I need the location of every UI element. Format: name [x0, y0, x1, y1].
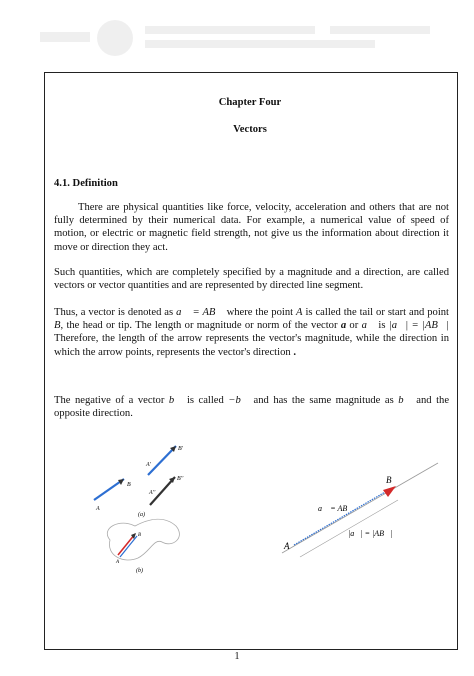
vector-b-2: b⃗ [398, 395, 412, 406]
vector-a-bold: a [340, 320, 347, 332]
p3-text-g: Therefore, the length of the arrow represents the vector's magnitude, while the direction in which the arrow points, represents the vector's direction [54, 333, 449, 358]
p4-text-d: and has the same magnitude as [253, 395, 394, 406]
label-point-b: B [386, 475, 392, 485]
paragraph-1: There are physical quantities like force, velocity, acceleration and others that are not fully determined by their numerical data. For example, a numerical value of speed of motion, or electric or magnetic field strength, not give us the information about direction it move or direction they act. [54, 202, 449, 253]
line-of-action [282, 463, 438, 553]
magnitude-label: |a⃗| = |AB⃗| [348, 529, 393, 538]
figure-vector-ab [270, 455, 450, 575]
p3-dot: . [293, 346, 296, 358]
vector-blue-small [120, 536, 137, 557]
label-a-small: A [116, 560, 120, 565]
label-b-prime: B' [178, 446, 183, 452]
p3-text-f: is [378, 320, 386, 332]
vector-a-arrow: a⃗ [361, 320, 376, 332]
p4-text-a: The negative of a vector [54, 395, 165, 406]
magnitude-equation: |a⃗| = |AB⃗| [388, 320, 449, 332]
p3-text-b: where the point [226, 307, 294, 318]
header-watermark [30, 16, 450, 60]
p3-text-a: Thus, a vector is denoted as [54, 307, 174, 318]
definition-heading: 4.1. Definition [54, 178, 118, 189]
label-b: B [127, 482, 131, 488]
p3-text-c: is called the tail or start and point [305, 307, 450, 318]
negative-vector-b: −b⃗ [228, 395, 249, 406]
p3-text-e: or [349, 320, 359, 332]
p4-text-c: is called [186, 395, 224, 406]
paragraph-3 [54, 306, 449, 359]
vector-equation: a⃗ = AB⃗ [176, 307, 224, 318]
header-band [0, 0, 474, 72]
point-b: B [54, 320, 61, 332]
label-b-double-prime: B'' [177, 476, 184, 482]
equation-label: a⃗ = AB⃗ [318, 504, 354, 513]
label-part-a: (a) [138, 512, 145, 518]
p4-text-e: and the opposite direction. [54, 395, 450, 420]
vector-a-prime [148, 446, 176, 475]
figure-equivalent-vectors [80, 430, 220, 580]
vector-b: b⃗ [168, 395, 183, 406]
label-part-b: (b) [136, 568, 143, 574]
paragraph-2: Such quantities, which are completely specified by a magnitude and a direction, are called vectors or vector quantities and are represented by directed line segment. [54, 267, 449, 292]
label-a-prime: A' [146, 462, 151, 468]
vector-red [118, 534, 135, 555]
section-title: Vectors [233, 124, 267, 135]
arrowhead-icon [383, 486, 396, 497]
paragraph-4 [54, 394, 449, 420]
label-b-small: B [138, 533, 142, 538]
label-point-a: A [284, 541, 290, 551]
page-number: 1 [234, 651, 240, 662]
point-a: A [296, 307, 303, 318]
chapter-title: Chapter Four [218, 97, 282, 108]
label-a: A [96, 506, 100, 512]
label-a-double-prime: A'' [149, 490, 156, 496]
p3-text-d: , the head or tip. The length or magnitude or norm of the vector [60, 320, 338, 332]
